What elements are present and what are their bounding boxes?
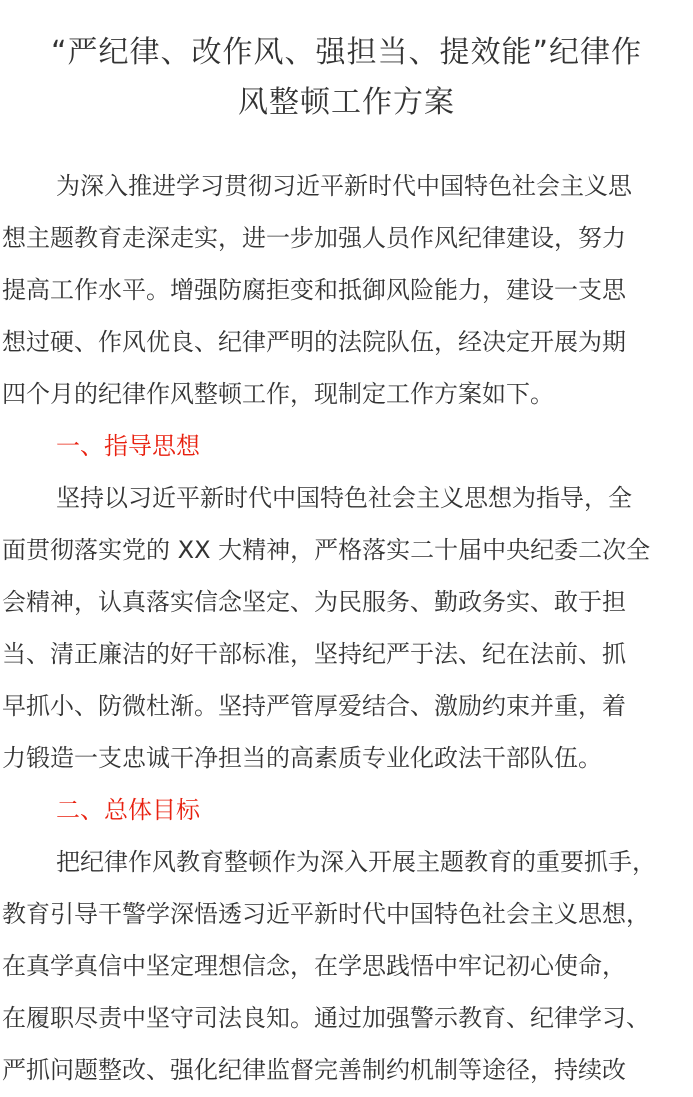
paragraph-line: 为深入推进学习贯彻习近平新时代中国特色社会主义思 [56, 172, 632, 200]
title-line-2: 风整顿工作方案 [238, 85, 455, 120]
paragraph-line: 提高工作水平。增强防腐拒变和抵御风险能力，建设一支思 [2, 276, 626, 304]
paragraph-line: 把纪律作风教育整顿作为深入开展主题教育的重要抓手， [56, 848, 656, 876]
paragraph-line: 面贯彻落实党的 XX 大精神，严格落实二十届中央纪委二次全 [2, 536, 651, 564]
guiding-ideology-paragraph [2, 472, 693, 784]
paragraph-line: 严抓问题整改、强化纪律监督完善制约机制等途径，持续改 [2, 1056, 626, 1084]
document-title [0, 0, 693, 128]
paragraph-line: 在履职尽责中坚守司法良知。通过加强警示教育、纪律学习、 [2, 1004, 650, 1032]
paragraph-line: 想主题教育走深走实，进一步加强人员作风纪律建设，努力 [2, 224, 626, 252]
intro-paragraph [2, 160, 693, 420]
paragraph-line: 想过硬、作风优良、纪律严明的法院队伍，经决定开展为期 [2, 328, 626, 356]
paragraph-line: 四个月的纪律作风整顿工作，现制定工作方案如下。 [2, 380, 554, 408]
paragraph-line: 力锻造一支忠诚干净担当的高素质专业化政法干部队伍。 [2, 744, 602, 772]
paragraph-line: 会精神，认真落实信念坚定、为民服务、勤政务实、敢于担 [2, 588, 626, 616]
paragraph-line: 在真学真信中坚定理想信念，在学思践悟中牢记初心使命， [2, 952, 626, 980]
paragraph-line: 坚持以习近平新时代中国特色社会主义思想为指导，全 [56, 484, 632, 512]
paragraph-line: 教育引导干警学深悟透习近平新时代中国特色社会主义思想， [2, 900, 650, 928]
title-line-1: “严纪律、改作风、强担当、提效能”纪律作 [50, 35, 643, 70]
paragraph-line: 早抓小、防微杜渐。坚持严管厚爱结合、激励约束并重，着 [2, 692, 626, 720]
section-heading-overall-goals: 二、总体目标 [56, 796, 200, 824]
section-heading-guiding-ideology: 一、指导思想 [56, 432, 200, 460]
document-body [0, 160, 693, 1096]
paragraph-line: 当、清正廉洁的好干部标准，坚持纪严于法、纪在法前、抓 [2, 640, 626, 668]
overall-goals-paragraph [2, 836, 693, 1096]
